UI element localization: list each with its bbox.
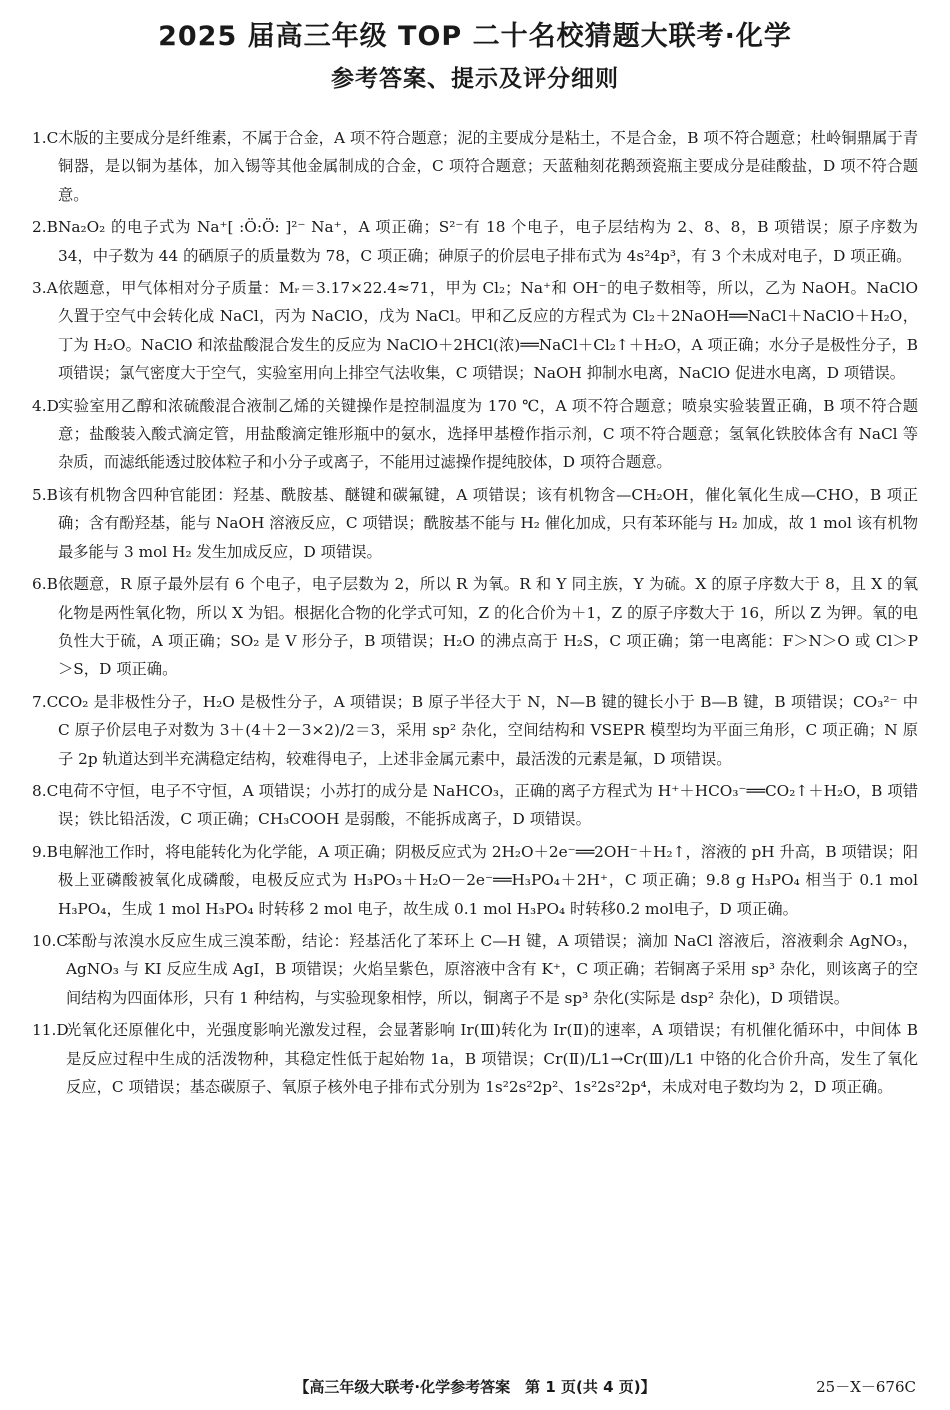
answer-number: 6.B: [32, 575, 58, 594]
answer-number: 3.A: [32, 279, 58, 298]
answer-number: 7.C: [32, 692, 59, 711]
answer-text: 木版的主要成分是纤维素，不属于合金，A 项不符合题意；泥的主要成分是粘土，不是合金，B 项不符合题意；杜岭铜鼎属于青铜器，是以铜为基体，加入锡等其他金属制成的合金，C 项符合题意；天蓝釉刻花鹅颈瓷瓶主要成分是硅酸盐，D 项不符合题意。: [58, 129, 918, 204]
answer-item: [32, 777, 918, 834]
answer-text: 苯酚与浓溴水反应生成三溴苯酚，结论：羟基活化了苯环上 C—H 键，A 项错误；滴加 NaCl 溶液后，溶液剩余 AgNO₃，AgNO₃ 与 KI 反应生成 AgI，B 项错误；火焰呈紫色，原溶液中含有 K⁺，C 项正确；若铜离子采用 sp³ 杂化，则该离子的空间结构为四面体形，只有 1 种结构，与实验现象相悖，所以，铜离子不是 sp³ 杂化(实际是 dsp² 杂化)，D 项错误。: [66, 931, 918, 1007]
answer-text: Na₂O₂ 的电子式为 Na⁺[ :Ö:Ö: ]²⁻ Na⁺，A 项正确；S²⁻有 18 个电子，电子层结构为 2、8、8，B 项错误；原子序数为 34，中子数为 44 的硒原子的质量数为 78，C 项正确；砷原子的价层电子排布式为 4s²4p³，有 3 个未成对电子，D 项正确。: [58, 218, 918, 265]
answer-number: 4.D: [32, 396, 59, 415]
answer-text: 依题意，甲气体相对分子质量：Mᵣ＝3.17×22.4≈71，甲为 Cl₂；Na⁺和 OH⁻的电子数相等，所以，乙为 NaOH。NaClO 久置于空气中会转化成 NaCl，丙为 NaClO，戊为 NaCl。甲和乙反应的方程式为 Cl₂＋2NaOH══NaCl＋NaClO＋H₂O，丁为 H₂O。NaClO 和浓盐酸混合发生的反应为 NaClO＋2HCl(浓)══NaCl＋Cl₂↑＋H₂O，A 项正确；水分子是极性分子，B 项错误；氯气密度大于空气，实验室用向上排空气法收集，C 项错误；NaOH 抑制水电离，NaClO 促进水电离，D 项错误。: [58, 279, 918, 383]
footer-page-info: 【高三年级大联考·化学参考答案 第 1 页(共 4 页)】: [294, 1378, 656, 1396]
answer-text: 依题意，R 原子最外层有 6 个电子，电子层数为 2，所以 R 为氧。R 和 Y 同主族，Y 为硫。X 的原子序数大于 8，且 X 的氧化物是两性氧化物，所以 X 为铝。根据化合物的化学式可知，Z 的化合价为＋1，Z 的原子序数大于 16，所以 Z 为钾。氧的电负性大于硫，A 项正确；SO₂ 是 V 形分子，B 项错误；H₂O 的沸点高于 H₂S，C 项正确；第一电离能：F＞N＞O 或 Cl＞P＞S，D 项正确。: [58, 575, 918, 679]
answer-text: 该有机物含四种官能团：羟基、酰胺基、醚键和碳氟键，A 项错误；该有机物含—CH₂OH，催化氧化生成—CHO，B 项正确；含有酚羟基，能与 NaOH 溶液反应，C 项错误；酰胺基不能与 H₂ 催化加成，只有苯环能与 H₂ 加成，故 1 mol 该有机物最多能与 3 mol H₂ 发生加成反应，D 项错误。: [58, 485, 918, 561]
answer-text: 实验室用乙醇和浓硫酸混合液制乙烯的关键操作是控制温度为 170 ℃，A 项不符合题意；喷泉实验装置正确，B 项不符合题意；盐酸装入酸式滴定管，用盐酸滴定锥形瓶中的氨水，选择甲基橙作指示剂，C 项不符合题意；氢氧化铁胶体含有 NaCl 等杂质，而滤纸能透过胶体粒子和小分子或离子，不能用过滤操作提纯胶体，D 项符合题意。: [58, 396, 918, 472]
answer-item: [32, 927, 918, 1012]
footer-paper-code: 25－X－676C: [816, 1378, 916, 1396]
answer-text: 电解池工作时，将电能转化为化学能，A 项正确；阴极反应式为 2H₂O＋2e⁻══2OH⁻＋H₂↑，溶液的 pH 升高，B 项错误；阳极上亚磷酸被氧化成磷酸，电极反应式为 H₃PO₃＋H₂O－2e⁻══H₃PO₄＋2H⁺，C 项正确；9.8 g H₃PO₄ 相当于 0.1 mol H₃PO₄，生成 1 mol H₃PO₄ 时转移 2 mol 电子，故生成 0.1 mol H₃PO₄ 时转移0.2 mol电子，D 项正确。: [58, 842, 918, 918]
answer-list: [32, 124, 918, 1105]
answer-item: [32, 481, 918, 566]
answer-number: 1.C: [32, 129, 59, 147]
answer-number: 10.C: [32, 931, 69, 950]
answer-item: [32, 392, 918, 477]
page-title: 2025 届高三年级 TOP 二十名校猜题大联考·化学: [158, 21, 792, 52]
answer-item: [32, 1016, 918, 1101]
answer-item: [32, 124, 918, 209]
answer-text: 电荷不守恒，电子不守恒，A 项错误；小苏打的成分是 NaHCO₃，正确的离子方程式为 H⁺＋HCO₃⁻══CO₂↑＋H₂O，B 项错误；铁比铅活泼，C 项正确；CH₃COOH 是弱酸，不能拆成离子，D 项错误。: [58, 781, 918, 829]
answer-number: 2.B: [32, 218, 58, 237]
answer-item: [32, 213, 918, 270]
answer-number: 9.B: [32, 842, 58, 861]
answer-number: 11.D: [32, 1021, 69, 1040]
page-subtitle: 参考答案、提示及评分细则: [331, 66, 619, 92]
answer-item: [32, 838, 918, 923]
answer-item: [32, 274, 918, 388]
answer-text: CO₂ 是非极性分子，H₂O 是极性分子，A 项错误；B 原子半径大于 N，N—B 键的键长小于 B—B 键，B 项错误；CO₃²⁻ 中 C 原子价层电子对数为 3＋(4＋2－3×2)/2＝3，采用 sp² 杂化，空间结构和 VSEPR 模型均为平面三角形，C 项正确；N 原子 2p 轨道达到半充满稳定结构，较难得电子，上述非金属元素中，最活泼的元素是氟，D 项错误。: [58, 692, 918, 768]
answer-item: [32, 688, 918, 773]
answer-text: 光氧化还原催化中，光强度影响光激发过程，会显著影响 Ir(Ⅲ)转化为 Ir(Ⅱ)的速率，A 项错误；有机催化循环中，中间体 B 是反应过程中生成的活泼物种，其稳定性低于起始物 1a，B 项错误；Cr(Ⅱ)/L1→Cr(Ⅲ)/L1 中铬的化合价升高，发生了氧化反应，C 项错误；基态碳原子、氧原子核外电子排布式分别为 1s²2s²2p²、1s²2s²2p⁴，未成对电子数均为 2，D 项正确。: [66, 1021, 918, 1096]
answer-number: 8.C: [32, 781, 59, 800]
answer-item: [32, 570, 918, 684]
answer-number: 5.B: [32, 485, 58, 504]
